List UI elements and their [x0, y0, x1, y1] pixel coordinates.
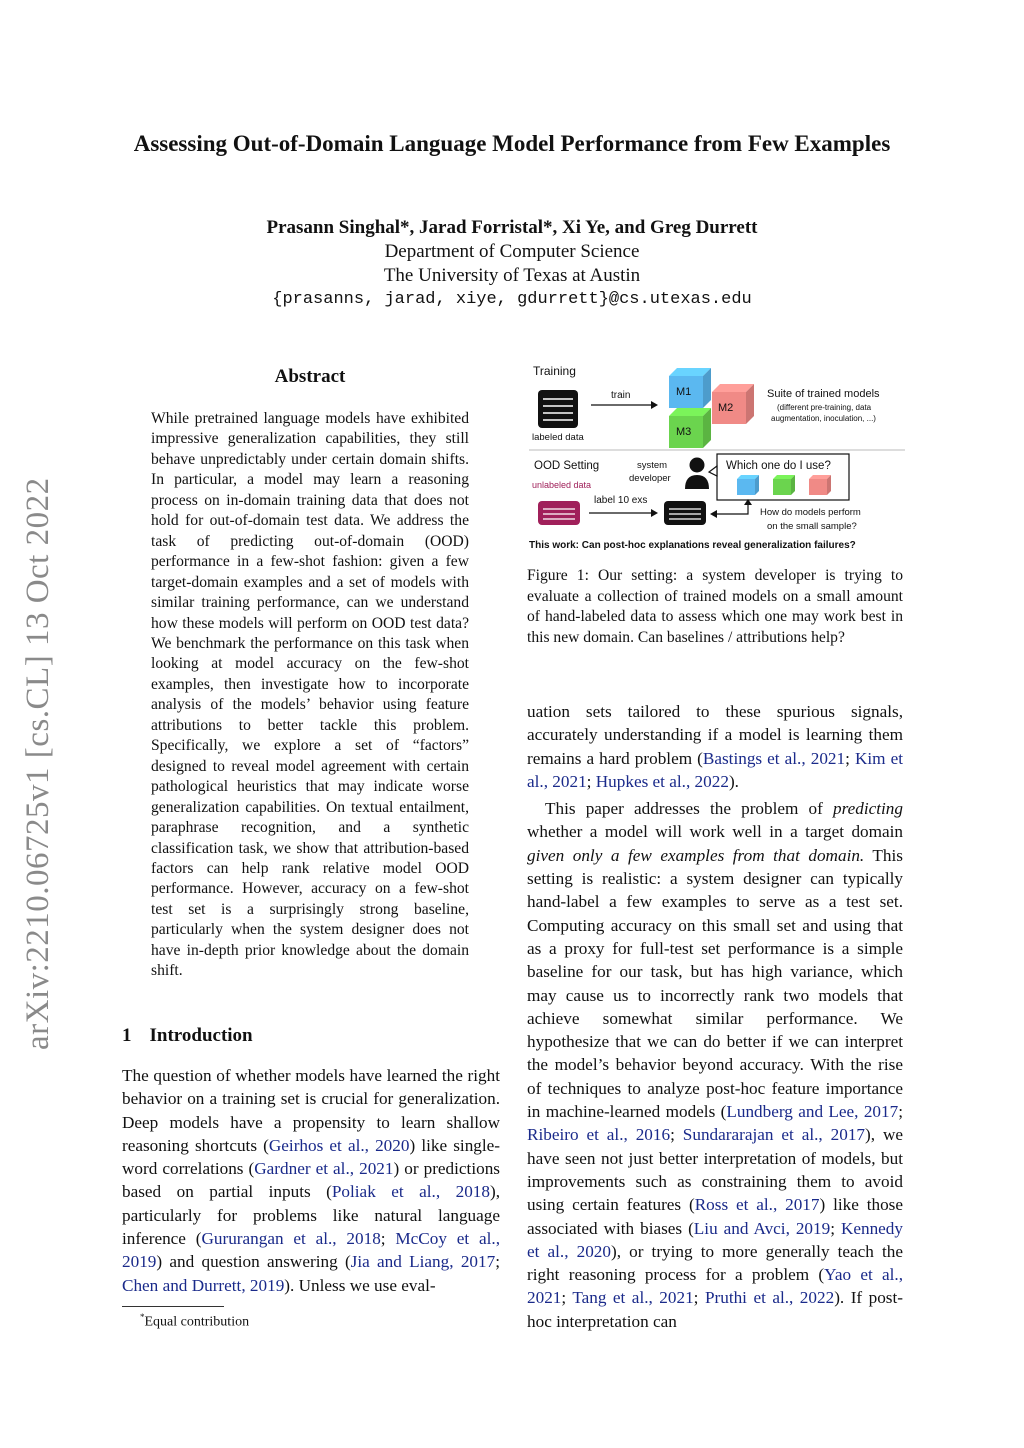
intro-paragraph-continued: uation sets tailored to these spurious signals, accurately understanding if a model is learning them remains a hard problem (Bastings et al., 2021; Kim et al., 2021; Hupkes et al., 2022). — [527, 702, 904, 791]
figure-caption: Figure 1: Our setting: a system developer is trying to evaluate a collection of trained models on a small amount of hand-labeled data to assess which one may work best in this new domain. Can baselines / attributions help? — [527, 567, 903, 646]
arrow-head-icon — [710, 510, 717, 518]
footnote-text: Equal contribution — [144, 1314, 250, 1330]
citation-link[interactable]: Ribeiro et al., 2016 — [527, 1125, 671, 1145]
citation-link[interactable]: Poliak et al., 2018 — [331, 1182, 490, 1202]
text-run: ), or trying to more generally teach the right reasoning process for a problem ( — [527, 1241, 903, 1285]
citation-link[interactable]: McCoy et al., 2019 — [122, 1229, 500, 1272]
text-run: ). If post-hoc interpretation can — [527, 1288, 903, 1331]
ood-setting-label: OOD Setting — [534, 460, 600, 472]
citation-link[interactable]: Gururangan et al., 2018 — [201, 1229, 381, 1249]
text-run: ), we have seen not just better interpretation of models, but improvements such as constraining them to avoid using certain features ( — [527, 1125, 903, 1215]
unlabeled-data-label: unlabeled data — [532, 480, 592, 490]
intro-paragraph-2: This paper addresses the problem of predicting whether a model will work well in a target domain given only a few examples from that domain. This setting is realistic: a system designer can typically hand-label a few examples to serve as a test set. Computing accuracy on this small set and using that as a proxy for full-test set performance is a simple baseline for our task, but has high variance, which may cause us to incorrectly rank two models that achieve somewhat similar performance. We hypothesize that we can do better if we can interpret the model’s behavior beyond accuracy. With the rise of techniques to analyze post-hoc feature importance in machine-learned models (Lundberg and Lee, 2017; Ribeiro et al., 2016; Sundararajan et al., 2017), we have seen not just better interpretation of models, but improvements such as constraining them to avoid using certain features (Ross et al., 2017) like those associated with biases (Liu and Avci, 2019; Kennedy et al., 2020), or trying to more generally teach the right reasoning process for a problem (Yao et al., 2021; Tang et al., 2021; Pruthi et al., 2022). If post-hoc interpretation can — [527, 799, 903, 1331]
footnote-marker: * — [140, 1312, 145, 1322]
speech-bubble — [709, 454, 849, 500]
text-run: ). — [728, 771, 739, 791]
arrow-head-icon — [651, 509, 658, 517]
citation-link[interactable]: Geirhos et al., 2020 — [268, 1135, 410, 1155]
intro-paragraph-1: The question of whether models have learned the right behavior on a training set is crucial for generalization. Deep models have a propensity to learn shallow reasoning shortcuts (Geirhos et al., 2020) like single-word correlations (Gardner et al., 2021) or predictions based on partial inputs (Poliak et al., 2018), particularly for problems like natural language inference (Gururangan et al., 2018; McCoy et al., 2019) and question answering (Jia and Liang, 2017; Chen and Durrett, 2019). Unless we use eval- — [122, 1066, 501, 1295]
citation-link[interactable]: Ross et al., 2017 — [694, 1195, 820, 1215]
author-emails: {prasanns, jarad, xiye, gdurrett}@cs.utexas.edu — [272, 290, 752, 309]
train-arrow-label: train — [611, 390, 631, 401]
citation-link[interactable]: Pruthi et al., 2022 — [704, 1288, 835, 1308]
system-developer-line-1: system — [637, 460, 668, 471]
m3-label: M3 — [676, 426, 692, 438]
citation-link[interactable]: Yao et al., 2021 — [527, 1265, 903, 1308]
university: The University of Texas at Austin — [383, 265, 641, 286]
text-run: whether a model will work well in a target domain — [527, 822, 903, 842]
suite-subtitle-line-1: (different pre-training, data — [777, 403, 872, 412]
citation-link[interactable]: Kennedy et al., 2020 — [527, 1218, 903, 1261]
text-run: ) like those associated with biases ( — [527, 1195, 903, 1238]
citation-link[interactable]: Jia and Liang, 2017 — [350, 1252, 496, 1272]
label-10-examples: label 10 exs — [594, 495, 648, 506]
unlabeled-data-document-icon — [538, 501, 580, 525]
abstract-text: While pretrained language models have exhibited impressive generalization capabilities, they still behave unpredictably under certain domain shifts. In particular, a model may learn a reasoning process on in-domain training data that does not hold for out-of-domain test data. We address the task of predicting out-of-domain (OOD) performance in a few-shot fashion: given a few target-domain examples and a set of models with similar training performance, can we understand how these models will perform on OOD test data? We benchmark the performance on this task when looking at model accuracy on the few-shot examples, then investigate how to incorporate analysis of the models’ behavior using feature attributions to better tackle this problem. Specifically, we explore a set of “factors” designed to reveal model agreement with certain pathological heuristics that may indicate worse generalization capabilities. On textual entailment, paraphrase recognition, and a synthetic classification task, we show that attribution-based factors can help rank relative model OOD performance. However, accuracy on a few-shot test set is a surprisingly strong baseline, particularly when the system designer does not have in-depth prior knowledge about the domain shift. — [151, 410, 469, 980]
intro-right-column — [527, 700, 903, 1333]
section-heading-introduction — [122, 1025, 253, 1047]
citation-link[interactable]: Sundararajan et al., 2017 — [682, 1125, 866, 1145]
author-names: Prasann Singhal*, Jarad Forristal*, Xi Ye, and Greg Durrett — [266, 217, 758, 238]
section-number: 1 — [122, 1025, 132, 1046]
abstract-heading: Abstract — [274, 366, 346, 387]
person-icon — [685, 458, 709, 490]
text-run: This paper addresses the problem of — [545, 799, 833, 819]
which-one-question: Which one do I use? — [726, 460, 831, 472]
suite-title: Suite of trained models — [767, 388, 880, 400]
citation-link[interactable]: Kim et al., 2021 — [527, 748, 904, 791]
citation-link[interactable]: Liu and Avci, 2019 — [693, 1218, 831, 1238]
model-m1-cube-icon — [669, 368, 711, 408]
system-developer-line-2: developer — [629, 473, 671, 484]
emphasis: predicting — [832, 799, 903, 819]
emphasis: given only a few examples from that domain. — [527, 845, 865, 865]
m1-label: M1 — [676, 386, 692, 398]
labeled-data-document-icon — [538, 390, 578, 428]
this-work-question: This work: Can post-hoc explanations reveal generalization failures? — [529, 540, 856, 551]
citation-link[interactable]: Lundberg and Lee, 2017 — [726, 1102, 899, 1122]
citation-link[interactable]: Bastings et al., 2021 — [702, 748, 846, 768]
arxiv-identifier: arXiv:2210.06725v1 [cs.CL] 13 Oct 2022 — [20, 477, 56, 1050]
footnote — [140, 1312, 249, 1331]
small-green-cube-icon — [773, 475, 795, 495]
m2-label: M2 — [718, 402, 734, 414]
how-do-models-line-1: How do models perform — [760, 507, 861, 518]
small-red-cube-icon — [809, 475, 831, 495]
citation-link[interactable]: Gardner et al., 2021 — [254, 1159, 394, 1179]
suite-subtitle-line-2: augmentation, inoculation, ...) — [771, 414, 876, 423]
citation-link[interactable]: Tang et al., 2021 — [572, 1288, 694, 1308]
small-labeled-set-icon — [664, 501, 706, 525]
training-label: Training — [533, 364, 576, 378]
intro-left-column — [122, 1064, 500, 1297]
text-run: ) or predictions based on partial inputs ( — [122, 1159, 500, 1202]
author-block — [120, 216, 904, 312]
labeled-data-label: labeled data — [532, 432, 584, 443]
text-run: uation sets tailored to these spurious signals, accurately understanding if a model is learning them remains a hard problem ( — [527, 702, 903, 768]
arrow-head-icon — [651, 401, 658, 409]
citation-link[interactable]: Hupkes et al., 2022 — [595, 771, 729, 791]
paper-title: Assessing Out-of-Domain Language Model Performance from Few Examples — [133, 131, 891, 156]
text-run: ) like single-word correlations ( — [122, 1135, 501, 1179]
text-run: ), particularly for problems like natural language inference ( — [122, 1182, 501, 1249]
model-m3-cube-icon — [669, 408, 711, 448]
return-arrow — [717, 501, 748, 514]
how-do-models-line-2: on the small sample? — [767, 521, 857, 532]
department: Department of Computer Science — [384, 241, 640, 262]
small-blue-cube-icon — [737, 475, 759, 495]
footnote-rule — [122, 1306, 224, 1307]
text-run: This setting is realistic: a system designer can typically hand-label a few examples to serve as a test set. Computing accuracy on this small set and using that as a proxy for full-test set performance is a simple baseline for our task, but has high variance, which may cause us to incorrectly rank two models that achieve somewhat similar performance. We hypothesize that we can do better if we can interpret the model’s behavior beyond accuracy. With the rise of techniques to analyze post-hoc feature importance in machine-learned models ( — [527, 845, 903, 1122]
text-run: ) and question answering ( — [156, 1252, 351, 1272]
text-run: The question of whether models have learned the right behavior on a training set is crucial for generalization. Deep models have a propensity to learn shallow reasoning shortcuts ( — [122, 1066, 500, 1155]
figure-1 — [527, 358, 907, 558]
section-title: Introduction — [149, 1025, 253, 1046]
model-m2-cube-icon — [712, 384, 754, 424]
text-run: ). Unless we use eval- — [284, 1275, 436, 1295]
citation-link[interactable]: Chen and Durrett, 2019 — [122, 1275, 285, 1295]
